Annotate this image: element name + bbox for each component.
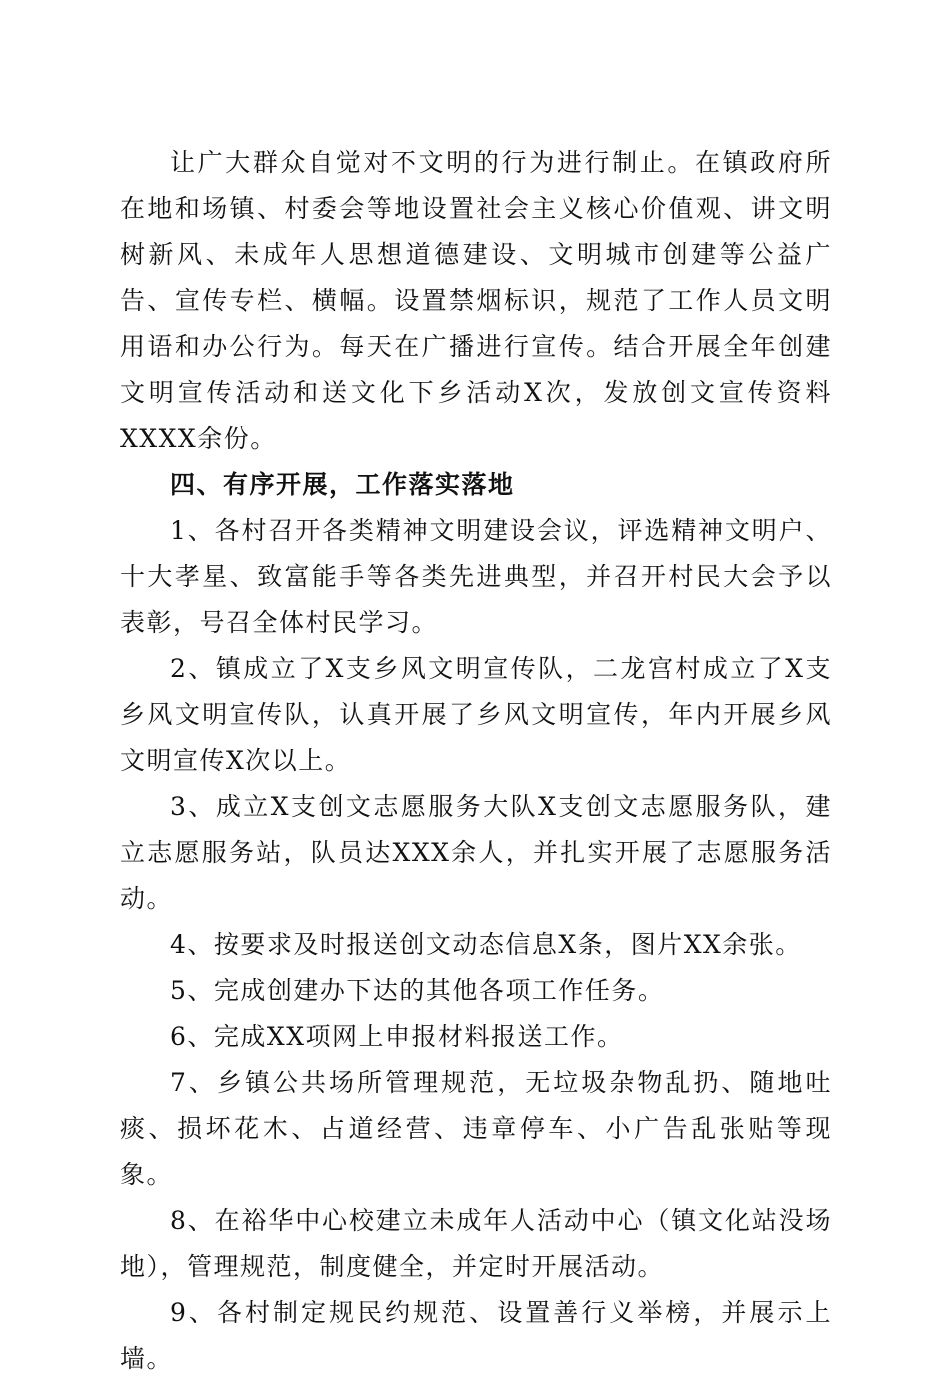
list-item: 7、乡镇公共场所管理规范，无垃圾杂物乱扔、随地吐痰、损坏花木、占道经营、违章停车、小广告乱张贴等现象。 bbox=[120, 1068, 832, 1189]
section-heading: 四、有序开展，工作落实落地 bbox=[170, 470, 515, 499]
intro-paragraph: 让广大群众自觉对不文明的行为进行制止。在镇政府所在地和场镇、村委会等地设置社会主义核心价值观、讲文明树新风、未成年人思想道德建设、文明城市创建等公益广告、宣传专栏、横幅。设置禁烟标识，规范了工作人员文明用语和办公行为。每天在广播进行宣传。结合开展全年创建文明宣传活动和送文化下乡活动X次，发放创文宣传资料XXXX余份。 bbox=[120, 148, 832, 453]
list-item: 8、在裕华中心校建立未成年人活动中心（镇文化站没场地），管理规范，制度健全，并定时开展活动。 bbox=[120, 1206, 832, 1281]
list-item: 1、各村召开各类精神文明建设会议，评选精神文明户、十大孝星、致富能手等各类先进典型，并召开村民大会予以表彰，号召全体村民学习。 bbox=[120, 516, 832, 637]
list-item: 5、完成创建办下达的其他各项工作任务。 bbox=[170, 976, 665, 1005]
list-item: 6、完成XX项网上申报材料报送工作。 bbox=[170, 1022, 624, 1051]
list-item: 3、成立X支创文志愿服务大队X支创文志愿服务队，建立志愿服务站，队员达XXX余人，并扎实开展了志愿服务活动。 bbox=[120, 792, 832, 913]
list-item: 2、镇成立了X支乡风文明宣传队，二龙宫村成立了X支乡风文明宣传队，认真开展了乡风文明宣传，年内开展乡风文明宣传X次以上。 bbox=[120, 654, 832, 775]
document-page bbox=[120, 140, 832, 1382]
list-item: 4、按要求及时报送创文动态信息X条，图片XX余张。 bbox=[170, 930, 802, 959]
list-item: 9、各村制定规民约规范、设置善行义举榜，并展示上墙。 bbox=[120, 1298, 832, 1373]
